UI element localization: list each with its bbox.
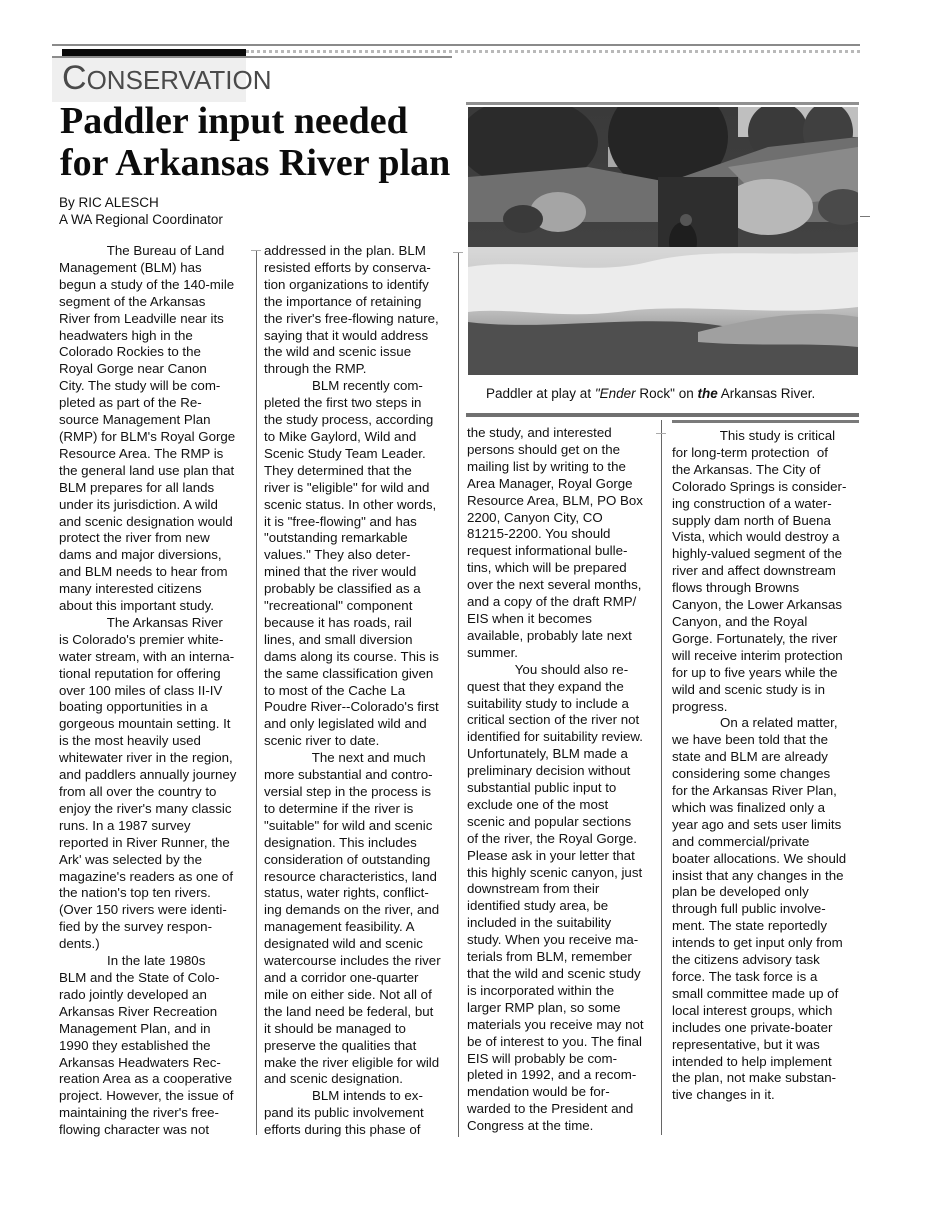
text-line: "outstanding remarkable xyxy=(264,530,408,546)
text-line: substantial public input to xyxy=(467,780,617,796)
photo-caption xyxy=(486,386,815,401)
text-line: mined that the river would xyxy=(264,564,417,580)
text-line: watercourse includes the river xyxy=(264,953,441,969)
text-line: is incorporated within the xyxy=(467,982,615,998)
text-line: In the late 1980s xyxy=(59,953,206,969)
text-line: Scenic Study Team Leader. xyxy=(264,445,426,461)
text-line: request informational bulle- xyxy=(467,543,628,559)
text-line: ment. The state reportedly xyxy=(672,918,827,934)
text-line: over the next several months, xyxy=(467,577,642,593)
text-line: addressed in the plan. BLM xyxy=(264,243,426,258)
text-line: water stream, with an interna- xyxy=(59,648,235,664)
text-line: is Colorado's premier white- xyxy=(59,631,224,647)
text-line: boater allocations. We should xyxy=(672,850,847,866)
text-line: Canyon, the Lower Arkansas xyxy=(672,597,843,613)
text-line: resisted efforts by conserva- xyxy=(264,259,431,275)
text-line: the study, and interested xyxy=(467,425,612,440)
text-line: maintaining the river's free- xyxy=(59,1105,219,1121)
text-line: for long-term protection of xyxy=(672,444,828,460)
text-line: to Mike Gaylord, Wild and xyxy=(264,428,417,444)
text-line: project. However, the issue of xyxy=(59,1088,234,1104)
article-headline xyxy=(60,100,460,184)
text-line: Please ask in your letter that xyxy=(467,847,635,863)
text-line: summer. xyxy=(467,644,518,660)
text-line: and BLM needs to hear from xyxy=(59,564,228,580)
text-line: Royal Gorge near Canon xyxy=(59,361,207,377)
text-line: we have been told that the xyxy=(672,732,828,748)
text-line: magazine's readers as one of xyxy=(59,868,234,884)
text-line: for the Arkansas River Plan, xyxy=(672,783,837,799)
text-line: mendation would be for- xyxy=(467,1084,610,1100)
text-line: identified study area, be xyxy=(467,898,609,914)
text-line: many interested citizens xyxy=(59,581,202,597)
text-line: the nation's top ten rivers. xyxy=(59,885,211,901)
caption-ender: Ender xyxy=(599,386,636,401)
column-tick xyxy=(453,252,463,253)
text-line: considering some changes xyxy=(672,766,831,782)
article-column-4 xyxy=(672,428,846,1104)
text-line: and scenic designation would xyxy=(59,513,233,529)
text-line: probably be classified as a xyxy=(264,581,421,597)
column-rule-1 xyxy=(256,250,257,1135)
text-line: more substantial and contro- xyxy=(264,767,433,783)
text-line: segment of the Arkansas xyxy=(59,293,206,309)
text-line: for up to five years while the xyxy=(672,664,838,680)
text-line: enjoy the river's many classic xyxy=(59,800,232,816)
text-line: and a corridor one-quarter xyxy=(264,969,419,985)
text-line: BLM recently com- xyxy=(264,378,423,394)
text-line: is the most heavily used xyxy=(59,733,201,749)
text-line: (Over 150 rivers were identi- xyxy=(59,902,227,918)
text-line: year ago and sets user limits xyxy=(672,816,842,832)
text-line: and scenic designation. xyxy=(264,1071,403,1087)
text-line: the plan, not make substan- xyxy=(672,1070,837,1086)
text-line: and commercial/private xyxy=(672,833,810,849)
text-line: ing construction of a water- xyxy=(672,495,832,511)
text-line: under its jurisdiction. A wild xyxy=(59,496,218,512)
text-line: tins, which will be prepared xyxy=(467,560,627,576)
text-line: efforts during this phase of xyxy=(264,1122,421,1138)
text-line: intends to get input only from xyxy=(672,935,843,951)
headline-line-2: for Arkansas River plan xyxy=(60,142,451,184)
text-line: resource characteristics, land xyxy=(264,868,437,884)
text-line: the same classification given xyxy=(264,665,434,681)
text-line: Arkansas River Recreation xyxy=(59,1003,218,1019)
caption-text: Arkansas River. xyxy=(717,386,816,401)
text-line: lines, and small diversion xyxy=(264,631,413,647)
text-line: BLM prepares for all lands xyxy=(59,479,215,495)
text-line: tive changes in it. xyxy=(672,1087,775,1103)
text-line: headwaters high in the xyxy=(59,327,193,343)
text-line: local interest groups, which xyxy=(672,1002,833,1018)
text-line: river and affect downstream xyxy=(672,563,836,579)
text-line: management feasibility. A xyxy=(264,919,415,935)
text-line: downstream from their xyxy=(467,881,600,897)
text-line: be of interest to you. The final xyxy=(467,1033,642,1049)
photo-top-rule xyxy=(466,102,859,105)
text-line: reation Area as a cooperative xyxy=(59,1071,232,1087)
text-line: Gorge. Fortunately, the river xyxy=(672,630,838,646)
text-line: pand its public involvement xyxy=(264,1105,424,1121)
text-line: highly-valued segment of the xyxy=(672,546,843,562)
text-line: They determined that the xyxy=(264,462,412,478)
text-line: to most of the Cache La xyxy=(264,682,406,698)
headline-line-1: Paddler input needed xyxy=(60,100,408,142)
text-line: Resource Area. The RMP is xyxy=(59,445,224,461)
text-line: Management Plan, and in xyxy=(59,1020,211,1036)
text-line: pleted as part of the Re- xyxy=(59,395,202,411)
text-line: dams along its course. This is xyxy=(264,648,439,664)
text-line: River from Leadville near its xyxy=(59,310,224,326)
text-line: consideration of outstanding xyxy=(264,851,431,867)
text-line: mailing list by writing to the xyxy=(467,458,626,474)
text-line: insist that any changes in the xyxy=(672,867,844,883)
section-black-bar xyxy=(62,49,246,56)
text-line: (RMP) for BLM's Royal Gorge xyxy=(59,428,236,444)
text-line: and a copy of the draft RMP/ xyxy=(467,594,637,610)
caption-rule xyxy=(466,413,859,417)
text-line: Arkansas Headwaters Rec- xyxy=(59,1054,221,1070)
text-line: On a related matter, xyxy=(672,715,838,731)
text-line: river is "eligible" for wild and xyxy=(264,479,430,495)
dotted-rule xyxy=(246,50,860,53)
text-line: it is "free-flowing" and has xyxy=(264,513,417,529)
text-line: 2200, Canyon City, CO xyxy=(467,509,603,525)
text-line: designation. This includes xyxy=(264,834,417,850)
column-tick xyxy=(251,250,261,251)
text-line: Vista, which would destroy a xyxy=(672,529,840,545)
text-line: protect the river from new xyxy=(59,530,210,546)
text-line: scenic status. In other words, xyxy=(264,496,437,512)
text-line: "recreational" component xyxy=(264,598,413,614)
text-line: that the wild and scenic study xyxy=(467,966,641,981)
text-line: The Bureau of Land xyxy=(59,243,225,258)
text-line: pleted the first two steps in xyxy=(264,395,422,411)
text-line: progress. xyxy=(672,698,728,714)
text-line: available, probably late next xyxy=(467,627,632,643)
text-line: values." They also deter- xyxy=(264,547,411,563)
text-line: mile on either side. Not all of xyxy=(264,986,432,1002)
text-line: BLM and the State of Colo- xyxy=(59,969,220,985)
text-line: quest that they expand the xyxy=(467,678,624,694)
text-line: representative, but it was xyxy=(672,1036,820,1052)
text-line: the Arkansas. The City of xyxy=(672,461,821,477)
caption-text: Paddler at play at xyxy=(486,386,595,401)
text-line: tion organizations to identify xyxy=(264,276,429,292)
text-line: through full public involve- xyxy=(672,901,826,917)
text-line: will receive interim protection xyxy=(672,647,843,663)
text-line: the study process, according xyxy=(264,412,434,428)
text-line: this highly scenic canyon, just xyxy=(467,864,643,880)
text-line: EIS will probably be com- xyxy=(467,1050,618,1066)
text-line: it should be managed to xyxy=(264,1020,406,1036)
text-line: the land need be federal, but xyxy=(264,1003,434,1019)
text-line: status, water rights, conflict- xyxy=(264,885,429,901)
text-line: included in the suitability xyxy=(467,915,612,931)
text-line: versial step in the process is xyxy=(264,784,432,799)
text-line: plan be developed only xyxy=(672,884,809,900)
photo-illustration-icon xyxy=(468,107,858,375)
text-line: which was finalized only a xyxy=(672,799,825,815)
text-line: the citizens advisory task xyxy=(672,952,820,968)
text-line: Congress at the time. xyxy=(467,1118,594,1134)
text-line: terials from BLM, remember xyxy=(467,949,632,965)
text-line: scenic river to date. xyxy=(264,733,380,749)
text-line: of the river, the Royal Gorge. xyxy=(467,830,637,846)
text-line: state and BLM are already xyxy=(672,749,828,765)
text-line: saying that it would address xyxy=(264,327,429,343)
text-line: designated wild and scenic xyxy=(264,936,423,952)
text-line: wild and scenic study is in xyxy=(672,681,825,697)
column-rule-2 xyxy=(458,252,459,1137)
text-line: dams and major diversions, xyxy=(59,547,222,563)
text-line: ing demands on the river, and xyxy=(264,902,440,918)
section-label xyxy=(62,60,271,98)
caption-text: Rock" on xyxy=(635,386,698,401)
column-rule-3 xyxy=(661,420,662,1135)
text-line: source Management Plan xyxy=(59,412,211,428)
text-line: Area Manager, Royal Gorge xyxy=(467,475,633,491)
text-line: the river's free-flowing nature, xyxy=(264,310,439,326)
text-line: flowing character was not xyxy=(59,1122,210,1138)
text-line: warded to the President and xyxy=(467,1101,634,1117)
text-line: scenic and popular sections xyxy=(467,813,632,829)
column-tick xyxy=(656,433,666,434)
text-line: preliminary decision without xyxy=(467,763,631,779)
text-line: pleted in 1992, and a recom- xyxy=(467,1067,637,1083)
text-line: and only legislated wild and xyxy=(264,716,427,732)
text-line: suitability study to include a xyxy=(467,695,629,711)
text-line: materials you receive may not xyxy=(467,1016,644,1032)
river-rapids-photo xyxy=(468,107,858,375)
top-rule xyxy=(52,44,860,46)
text-line: rado jointly developed an xyxy=(59,986,207,1002)
text-line: runs. In a 1987 survey xyxy=(59,817,191,833)
text-line: Canyon, and the Royal xyxy=(672,613,808,629)
text-line: reported in River Runner, the xyxy=(59,834,230,850)
text-line: Unfortunately, BLM made a xyxy=(467,746,628,762)
text-line: through the RMP. xyxy=(264,361,367,377)
text-line: over 100 miles of class II-IV xyxy=(59,682,223,698)
margin-tick xyxy=(860,216,870,217)
text-line: the general land use plan that xyxy=(59,462,235,478)
text-line: supply dam north of Buena xyxy=(672,512,831,528)
text-line: The next and much xyxy=(264,750,426,766)
article-column-3 xyxy=(467,425,644,1135)
text-line: from all over the country to xyxy=(59,784,217,799)
section-label-initial: C xyxy=(62,59,87,97)
text-line: preserve the qualities that xyxy=(264,1037,417,1053)
text-line: exclude one of the most xyxy=(467,796,609,812)
text-line: identified for suitability review. xyxy=(467,729,643,745)
text-line: the importance of retaining xyxy=(264,293,422,309)
text-line: the wild and scenic issue xyxy=(264,344,412,360)
text-line: The Arkansas River xyxy=(59,614,223,630)
text-line: Poudre River--Colorado's first xyxy=(264,699,439,715)
text-line: fied by the survey respon- xyxy=(59,919,212,935)
text-line: force. The task force is a xyxy=(672,969,818,984)
text-line: Colorado Rockies to the xyxy=(59,344,201,360)
text-line: about this important study. xyxy=(59,598,214,614)
byline xyxy=(59,194,223,228)
text-line: Management (BLM) has xyxy=(59,259,202,275)
text-line: tional reputation for offering xyxy=(59,665,221,681)
text-line: larger RMP plan, so some xyxy=(467,999,621,1015)
text-line: City. The study will be com- xyxy=(59,378,221,394)
text-line: and paddlers annually journey xyxy=(59,767,237,783)
caption-the: the xyxy=(697,386,718,401)
text-line: Colorado Springs is consider- xyxy=(672,478,847,494)
text-line: flows through Browns xyxy=(672,580,800,596)
text-line: BLM intends to ex- xyxy=(264,1088,423,1104)
article-column-1 xyxy=(59,243,236,1139)
text-line: because it has roads, rail xyxy=(264,614,412,630)
column-top-rule xyxy=(672,420,859,423)
article-column-2 xyxy=(264,243,441,1139)
text-line: 1990 they established the xyxy=(59,1037,211,1053)
text-line: intended to help implement xyxy=(672,1053,832,1069)
text-line: begun a study of the 140-mile xyxy=(59,276,235,292)
text-line: EIS when it becomes xyxy=(467,610,592,626)
text-line: small committee made up of xyxy=(672,985,839,1001)
text-line: "suitable" for wild and scenic xyxy=(264,817,433,833)
byline-author: By RIC ALESCH xyxy=(59,195,159,210)
text-line: whitewater river in the region, xyxy=(59,750,233,766)
caption-quote: " xyxy=(594,386,600,401)
text-line: Resource Area, BLM, PO Box xyxy=(467,492,643,508)
text-line: persons should get on the xyxy=(467,441,621,457)
text-line: 81215-2200. You should xyxy=(467,526,611,542)
section-label-rest: ONSERVATION xyxy=(86,65,272,95)
text-line: includes one private-boater xyxy=(672,1019,833,1035)
byline-title: A WA Regional Coordinator xyxy=(59,212,223,227)
text-line: gorgeous mountain setting. It xyxy=(59,716,231,732)
text-line: Ark' was selected by the xyxy=(59,851,202,867)
text-line: critical section of the river not xyxy=(467,712,640,728)
text-line: dents.) xyxy=(59,936,100,952)
text-line: to determine if the river is xyxy=(264,800,414,816)
text-line: make the river eligible for wild xyxy=(264,1054,440,1070)
text-line: boating opportunities in a xyxy=(59,699,208,715)
text-line: study. When you receive ma- xyxy=(467,932,639,948)
text-line: This study is critical xyxy=(672,428,836,443)
text-line: You should also re- xyxy=(467,661,629,677)
